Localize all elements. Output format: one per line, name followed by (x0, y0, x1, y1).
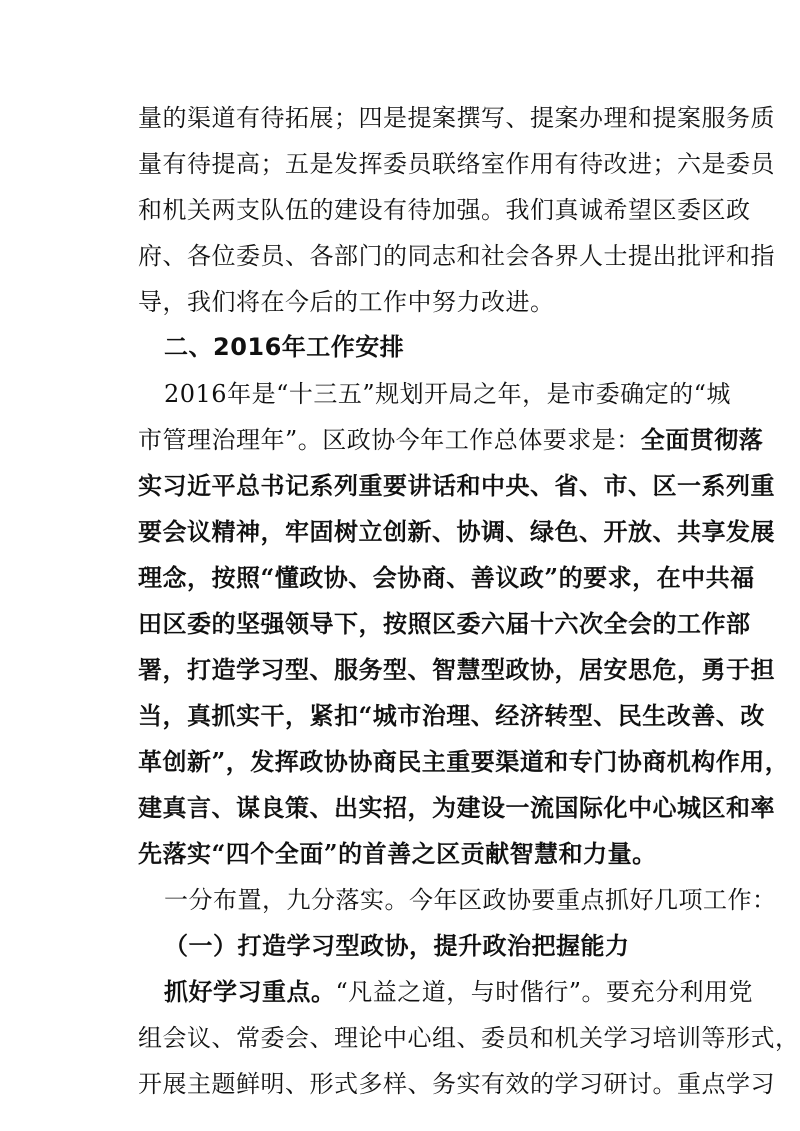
bold-text-line: 当，真抓实干，紧扣“城市治理、经济转型、民生改善、改 (138, 701, 765, 730)
body-text-line: 导，我们将在今后的工作中努力改进。 (138, 288, 555, 316)
body-text-line: 量有待提高；五是发挥委员联络室作用有待改进；六是委员 (138, 150, 775, 178)
bold-text-span: 全面贯彻落 (640, 425, 764, 454)
body-text-line: 一分布置，九分落实。今年区政协要重点抓好几项工作： (164, 886, 777, 914)
body-text-line: 和机关两支队伍的建设有待加强。我们真诚希望区委区政 (138, 196, 751, 224)
section-heading: 二、2016年工作安排 (164, 333, 405, 361)
bold-text-span: 抓好学习重点。 (164, 977, 336, 1006)
body-text-line: 组会议、常委会、理论中心组、委员和机关学习培训等形式， (138, 1024, 800, 1052)
bold-text-line: 理念，按照“懂政协、会协商、善议政”的要求，在中共福 (138, 563, 755, 592)
bold-text-line: 实习近平总书记系列重要讲话和中央、省、市、区一系列重 (138, 471, 775, 500)
body-text-span: 市管理治理年”。区政协今年工作总体要求是： (138, 426, 641, 454)
bold-text-line: 要会议精神，牢固树立创新、协调、绿色、开放、共享发展 (138, 517, 775, 546)
body-text-line: 府、各位委员、各部门的同志和社会各界人士提出批评和指 (138, 242, 775, 270)
body-text-line (164, 975, 754, 1009)
body-text-span: “凡益之道，与时偕行”。要充分利用党 (335, 978, 754, 1006)
body-text-line: 开展主题鲜明、形式多样、务实有效的学习研讨。重点学习 (138, 1070, 775, 1098)
body-text-line: 量的渠道有待拓展；四是提案撰写、提案办理和提案服务质 (138, 104, 775, 132)
bold-text-line: 署，打造学习型、服务型、智慧型政协，居安思危，勇于担 (138, 655, 775, 684)
sub-heading: （一）打造学习型政协，提升政治把握能力 (164, 931, 630, 960)
body-text-line (138, 423, 764, 457)
bold-text-line: 革创新”，发挥政协协商民主重要渠道和专门协商机构作用， (138, 747, 790, 776)
body-text-line: 2016年是“十三五”规划开局之年，是市委确定的“城 (164, 380, 731, 408)
bold-text-line: 建真言、谋良策、出实招，为建设一流国际化中心城区和率 (138, 793, 775, 822)
bold-text-line: 田区委的坚强领导下，按照区委六届十六次全会的工作部 (138, 609, 751, 638)
bold-text-line: 先落实“四个全面”的首善之区贡献智慧和力量。 (138, 839, 657, 868)
